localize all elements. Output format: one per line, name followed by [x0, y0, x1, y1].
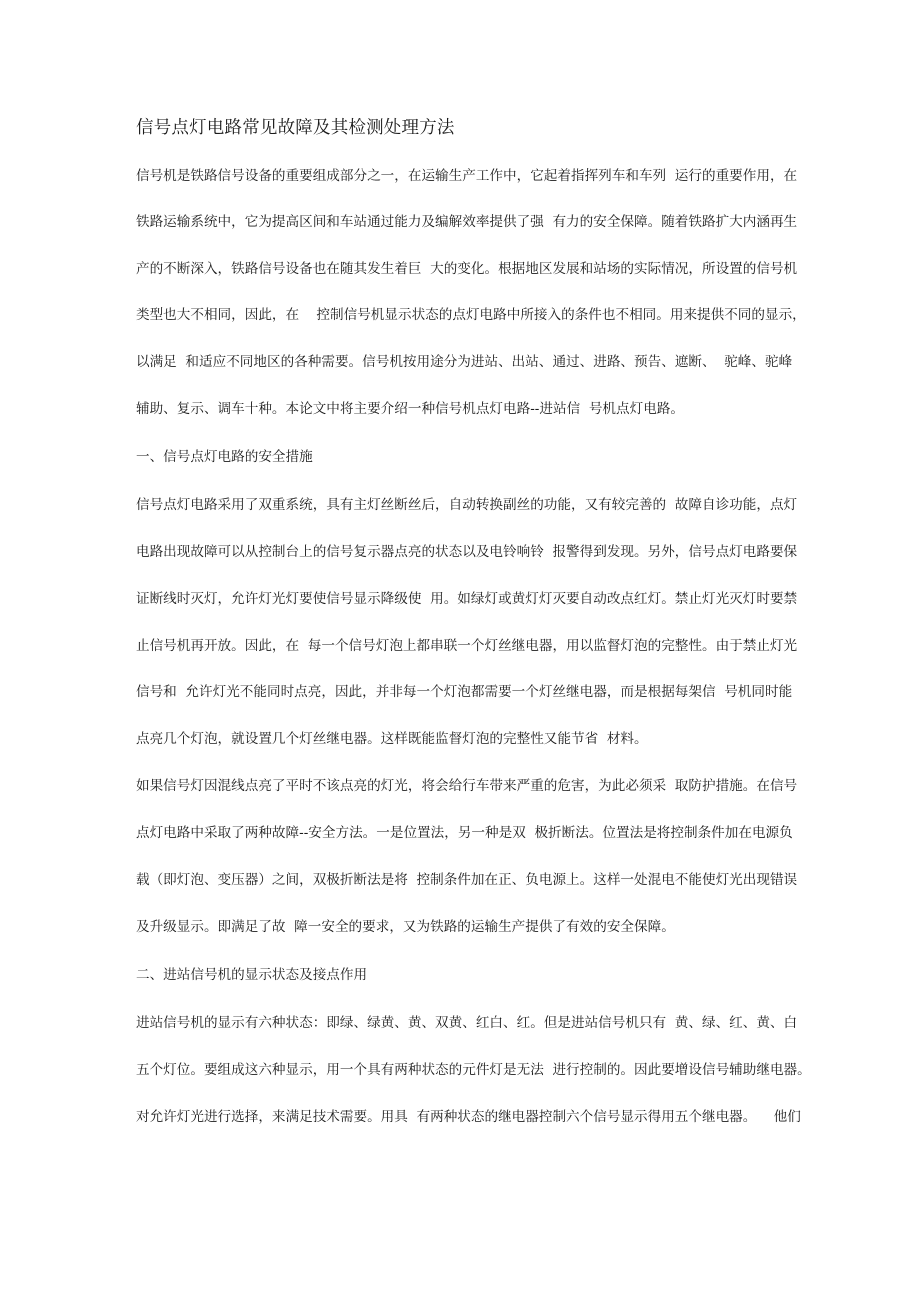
- section-heading-1: 一、信号点灯电路的安全措施: [136, 449, 313, 465]
- paragraph-3-line-4: 及升级显示。即满足了故 障一安全的要求，又为铁路的运输生产提供了有效的安全保障。: [136, 919, 675, 935]
- paragraph-1-line-3: 产的不断深入，铁路信号设备也在随其发生着巨 大的变化。根据地区发展和站场的实际情况，所设置的信号机: [136, 261, 798, 277]
- section-heading-2: 二、进站信号机的显示状态及接点作用: [136, 967, 368, 983]
- document-title: 信号点灯电路常见故障及其检测处理方法: [136, 118, 455, 138]
- paragraph-2-line-3: 证断线时灭灯，允许灯光灯要使信号显示降级使 用。如绿灯或黄灯灯灭要自动改点红灯。禁止灯光灭灯时要禁: [136, 591, 798, 607]
- paragraph-1-line-6: 辅助、复示、调车十种。本论文中将主要介绍一种信号机点灯电路--进站信 号机点灯电路。: [136, 401, 684, 417]
- paragraph-2-line-1: 信号点灯电路采用了双重系统，具有主灯丝断丝后，自动转换副丝的功能，又有较完善的 故障自诊功能，点灯: [136, 497, 798, 513]
- paragraph-1-line-2: 铁路运输系统中，它为提高区间和车站通过能力及编解效率提供了强 有力的安全保障。随着铁路扩大内涵再生: [136, 214, 798, 230]
- paragraph-2-line-5: 信号和 允许灯光不能同时点亮，因此，并非每一个灯泡都需要一个灯丝继电器，而是根据每架信 号机同时能: [136, 684, 793, 700]
- paragraph-3-line-2: 点灯电路中采取了两种故障--安全方法。一是位置法，另一种是双 极折断法。位置法是将控制条件加在电源负: [136, 825, 793, 841]
- paragraph-3-line-3: 载（即灯泡、变压器）之间，双极折断法是将 控制条件加在正、负电源上。这样一处混电不能使灯光出现错误: [136, 872, 798, 888]
- paragraph-3-line-1: 如果信号灯因混线点亮了平时不该点亮的灯光，将会给行车带来严重的危害，为此必须采 取防护措施。在信号: [136, 778, 798, 794]
- paragraph-1-line-5: 以满足 和适应不同地区的各种需要。信号机按用途分为进站、出站、通过、进路、预告、遮断、 驼峰、驼峰: [136, 354, 793, 370]
- paragraph-1-line-4: 类型也大不相同，因此，在 控制信号机显示状态的点灯电路中所接入的条件也不相同。用来提供不同的显示，: [136, 307, 806, 323]
- paragraph-4-line-3: 对允许灯光进行选择，来满足技术需要。用具 有两种状态的继电器控制六个信号显示得用五个继电器。 他们: [136, 1109, 801, 1125]
- paragraph-4-line-1: 进站信号机的显示有六种状态：即绿、绿黄、黄、双黄、红白、红。但是进站信号机只有 黄、绿、红、黄、白: [136, 1015, 798, 1031]
- paragraph-2-line-4: 止信号机再开放。因此，在 每一个信号灯泡上都串联一个灯丝继电器，用以监督灯泡的完整性。由于禁止灯光: [136, 638, 798, 654]
- paragraph-4-line-2: 五个灯位。要组成这六种显示，用一个具有两种状态的元件灯是无法 进行控制的。因此要增设信号辅助继电器。: [136, 1062, 811, 1078]
- paragraph-2-line-6: 点亮几个灯泡，就设置几个灯丝继电器。这样既能监督灯泡的完整性又能节省 材料。: [136, 731, 648, 747]
- paragraph-2-line-2: 电路出现故障可以从控制台上的信号复示器点亮的状态以及电铃响铃 报警得到发现。另外，信号点灯电路要保: [136, 544, 798, 560]
- paragraph-1-line-1: 信号机是铁路信号设备的重要组成部分之一，在运输生产工作中，它起着指挥列车和车列 运行的重要作用，在: [136, 168, 798, 184]
